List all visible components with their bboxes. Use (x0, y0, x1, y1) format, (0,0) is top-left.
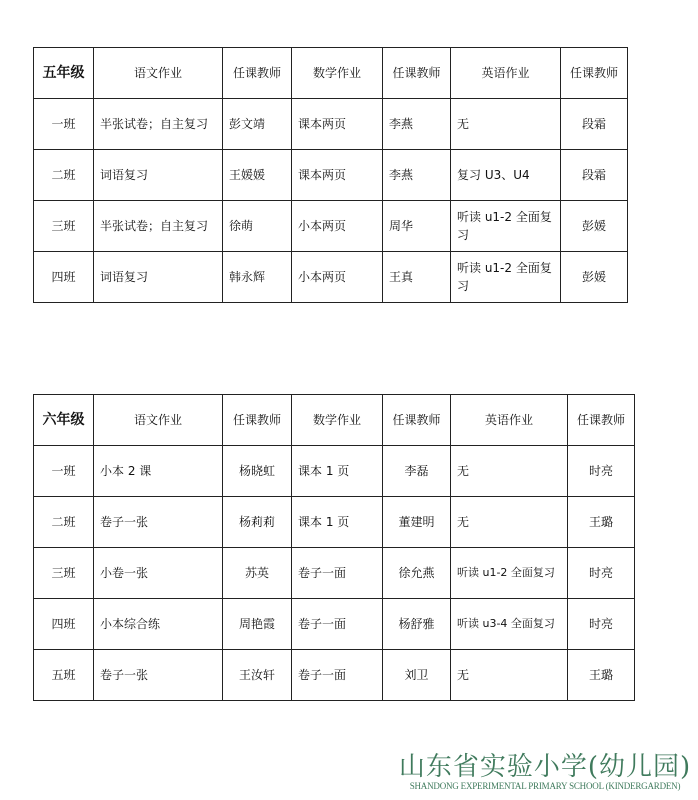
column-header-english-homework: 英语作业 (451, 48, 561, 99)
teacher-cell: 李燕 (383, 99, 451, 150)
math-homework-cell: 课本 1 页 (292, 446, 383, 497)
chinese-homework-cell: 卷子一张 (94, 650, 223, 701)
school-name-chinese: 山东省实验小学(幼儿园) (398, 752, 692, 782)
english-homework-cell: 无 (451, 446, 568, 497)
column-header-english-homework: 英语作业 (451, 395, 568, 446)
math-homework-cell: 小本两页 (292, 201, 383, 252)
math-homework-cell: 课本 1 页 (292, 497, 383, 548)
chinese-homework-cell: 半张试卷；自主复习 (94, 201, 223, 252)
table-row (34, 497, 635, 548)
class-cell: 二班 (34, 497, 94, 548)
table-header-row (34, 48, 628, 99)
grade-label: 六年级 (34, 395, 94, 446)
math-homework-cell: 卷子一面 (292, 548, 383, 599)
teacher-cell: 徐允燕 (383, 548, 451, 599)
chinese-homework-cell: 卷子一张 (94, 497, 223, 548)
teacher-cell: 徐萌 (223, 201, 292, 252)
english-homework-cell: 听读 u1-2 全面复习 (451, 201, 561, 252)
teacher-cell: 周华 (383, 201, 451, 252)
teacher-cell: 彭媛 (561, 252, 628, 303)
column-header-math-homework: 数学作业 (292, 48, 383, 99)
english-homework-cell: 无 (451, 99, 561, 150)
class-cell: 三班 (34, 201, 94, 252)
teacher-cell: 李燕 (383, 150, 451, 201)
teacher-cell: 董建明 (383, 497, 451, 548)
english-homework-cell: 听读 u3-4 全面复习 (451, 599, 568, 650)
table-row (34, 548, 635, 599)
math-homework-cell: 卷子一面 (292, 650, 383, 701)
table-row (34, 252, 628, 303)
teacher-cell: 王璐 (568, 650, 635, 701)
english-homework-cell: 无 (451, 650, 568, 701)
column-header-teacher: 任课教师 (383, 48, 451, 99)
teacher-cell: 王璐 (568, 497, 635, 548)
chinese-homework-cell: 小本 2 课 (94, 446, 223, 497)
english-homework-cell: 复习 U3、U4 (451, 150, 561, 201)
teacher-cell: 刘卫 (383, 650, 451, 701)
table-header-row (34, 395, 635, 446)
column-header-teacher: 任课教师 (383, 395, 451, 446)
school-name-english: SHANDONG EXPERIMENTAL PRIMARY SCHOOL (KINDERGARDEN) (409, 781, 681, 791)
chinese-homework-cell: 小卷一张 (94, 548, 223, 599)
table-row (34, 446, 635, 497)
teacher-cell: 时亮 (568, 599, 635, 650)
class-cell: 五班 (34, 650, 94, 701)
grade6-homework-table (33, 394, 635, 701)
teacher-cell: 段霜 (561, 99, 628, 150)
teacher-cell: 李磊 (383, 446, 451, 497)
teacher-cell: 时亮 (568, 446, 635, 497)
class-cell: 一班 (34, 99, 94, 150)
teacher-cell: 周艳霞 (223, 599, 292, 650)
teacher-cell: 苏英 (223, 548, 292, 599)
english-homework-cell: 听读 u1-2 全面复习 (451, 252, 561, 303)
table-row (34, 150, 628, 201)
table-row (34, 599, 635, 650)
math-homework-cell: 课本两页 (292, 99, 383, 150)
teacher-cell: 段霜 (561, 150, 628, 201)
column-header-chinese-homework: 语文作业 (94, 395, 223, 446)
english-homework-cell: 无 (451, 497, 568, 548)
column-header-chinese-homework: 语文作业 (94, 48, 223, 99)
grade5-homework-table (33, 47, 628, 303)
math-homework-cell: 课本两页 (292, 150, 383, 201)
teacher-cell: 彭媛 (561, 201, 628, 252)
column-header-teacher: 任课教师 (561, 48, 628, 99)
chinese-homework-cell: 小本综合练 (94, 599, 223, 650)
teacher-cell: 王汝轩 (223, 650, 292, 701)
teacher-cell: 时亮 (568, 548, 635, 599)
teacher-cell: 彭文靖 (223, 99, 292, 150)
column-header-teacher: 任课教师 (568, 395, 635, 446)
table-row (34, 650, 635, 701)
class-cell: 三班 (34, 548, 94, 599)
column-header-math-homework: 数学作业 (292, 395, 383, 446)
teacher-cell: 王媛媛 (223, 150, 292, 201)
class-cell: 四班 (34, 252, 94, 303)
teacher-cell: 韩永辉 (223, 252, 292, 303)
class-cell: 二班 (34, 150, 94, 201)
school-logo (396, 746, 694, 796)
column-header-teacher: 任课教师 (223, 395, 292, 446)
table-row (34, 99, 628, 150)
teacher-cell: 杨莉莉 (223, 497, 292, 548)
grade-label: 五年级 (34, 48, 94, 99)
chinese-homework-cell: 词语复习 (94, 252, 223, 303)
math-homework-cell: 卷子一面 (292, 599, 383, 650)
class-cell: 一班 (34, 446, 94, 497)
math-homework-cell: 小本两页 (292, 252, 383, 303)
column-header-teacher: 任课教师 (223, 48, 292, 99)
teacher-cell: 杨舒雅 (383, 599, 451, 650)
chinese-homework-cell: 半张试卷；自主复习 (94, 99, 223, 150)
class-cell: 四班 (34, 599, 94, 650)
teacher-cell: 杨晓虹 (223, 446, 292, 497)
table-row (34, 201, 628, 252)
english-homework-cell: 听读 u1-2 全面复习 (451, 548, 568, 599)
teacher-cell: 王真 (383, 252, 451, 303)
chinese-homework-cell: 词语复习 (94, 150, 223, 201)
